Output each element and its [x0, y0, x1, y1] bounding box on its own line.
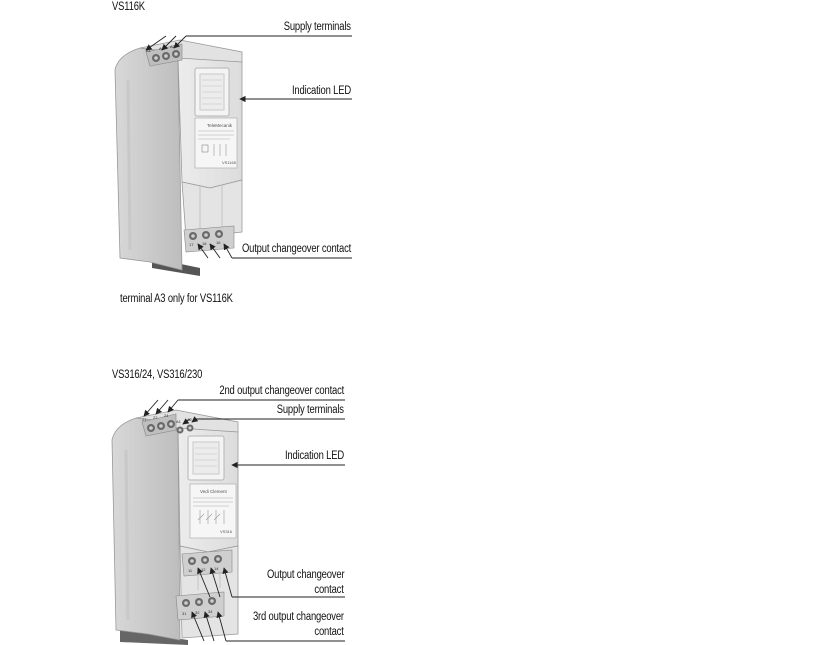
top-supply-terminals-label: Supply terminals: [283, 21, 351, 33]
bottom-third-output-label-2: contact: [314, 626, 344, 638]
bottom-model-title: VS316/24, VS316/230: [112, 369, 203, 381]
top-device-brand: TeleMecanik: [207, 123, 233, 128]
bottom-output-contact-label-1: Output changeover: [266, 569, 344, 581]
bottom-relay-device: [112, 410, 238, 645]
top-device-code: VS116K: [222, 160, 237, 165]
bottom-terminal-label: 17: [189, 242, 194, 247]
top-model-title: VS116K: [112, 1, 145, 13]
mid-terminal-label: 11: [188, 568, 193, 573]
top-terminal-label: A2: [170, 44, 175, 49]
bottom-top-terminal-label: 21: [142, 417, 147, 422]
bottom-terminal-label: 34: [208, 609, 213, 614]
bottom-third-output-label-1: 3rd output changeover: [253, 611, 344, 623]
bottom-second-output-label: 2nd output changeover contact: [219, 385, 344, 397]
bottom-terminal-label: 16: [216, 240, 221, 245]
bottom-output-contact-label-2: contact: [314, 584, 344, 596]
top-output-contact-label: Output changeover contact: [241, 243, 351, 255]
bottom-terminal-label: 32: [195, 610, 200, 615]
bottom-top-terminal-label: 22: [153, 415, 158, 420]
top-relay-device: [115, 40, 242, 276]
mid-terminal-label: 14: [214, 566, 219, 571]
bottom-terminal-label: 18: [202, 241, 207, 246]
top-terminal-label: A1: [146, 48, 151, 53]
bottom-top-terminal-label: 24: [164, 413, 169, 418]
top-terminal-note: terminal A3 only for VS116K: [120, 293, 233, 305]
top-indication-led-label: Indication LED: [291, 85, 351, 97]
bottom-supply-terminal-label: A2: [187, 417, 192, 422]
bottom-indication-led-label: Indication LED: [284, 450, 344, 462]
bottom-supply-terminals-label: Supply terminals: [276, 404, 344, 416]
bottom-terminal-label: 31: [182, 611, 187, 616]
bottom-supply-terminal-label: A1: [176, 419, 181, 424]
bottom-device-code: VS316: [220, 529, 233, 534]
mid-terminal-label: 12: [201, 567, 206, 572]
top-terminal-label: A3: [159, 46, 164, 51]
bottom-device-brand: Vedi Clement: [200, 489, 227, 494]
